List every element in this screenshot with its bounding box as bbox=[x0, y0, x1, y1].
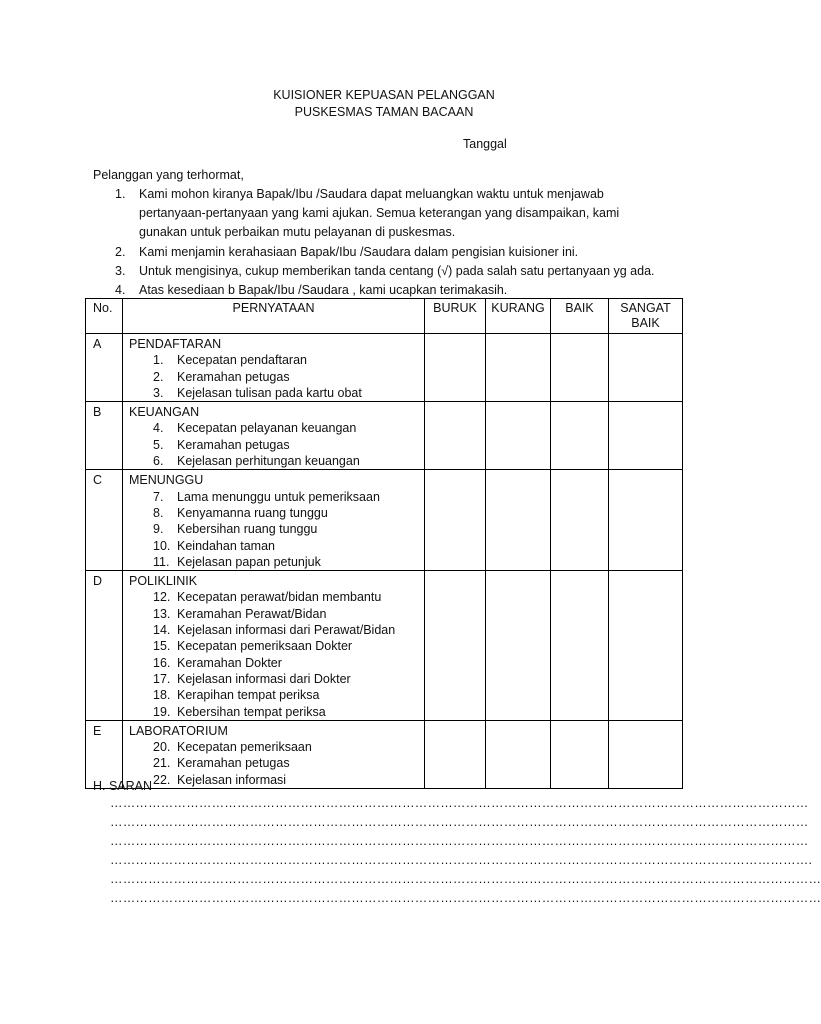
rating-cell-kurang[interactable] bbox=[486, 334, 551, 402]
section-letter: B bbox=[86, 402, 123, 470]
instruction-line bbox=[93, 185, 693, 204]
section-title: POLIKLINIK bbox=[129, 574, 198, 589]
statement-number: 4. bbox=[153, 421, 164, 436]
header-baik: BAIK bbox=[551, 299, 609, 334]
instruction-line bbox=[93, 243, 693, 262]
statement-text: Keramahan petugas bbox=[177, 437, 290, 452]
statement-text: Kebersihan ruang tunggu bbox=[177, 522, 318, 537]
statement-item bbox=[129, 505, 424, 521]
header-statement: PERNYATAAN bbox=[123, 299, 425, 334]
statement-number: 16. bbox=[153, 655, 171, 670]
section-title: KEUANGAN bbox=[129, 405, 200, 420]
statement-number: 12. bbox=[153, 590, 171, 605]
rating-cell-buruk[interactable] bbox=[425, 334, 486, 402]
section-row bbox=[86, 470, 683, 571]
rating-cell-sangat-baik[interactable] bbox=[609, 720, 683, 788]
rating-cell-kurang[interactable] bbox=[486, 720, 551, 788]
statement-text: Kecepatan pemeriksaan bbox=[177, 740, 312, 755]
statement-number: 11. bbox=[153, 554, 170, 569]
statement-number: 3. bbox=[153, 385, 164, 400]
statement-text: Keramahan Dokter bbox=[177, 655, 282, 670]
saran-answer-line[interactable]: …………………………………………………………………………………………………………………………………………………… bbox=[110, 891, 821, 905]
section-content bbox=[123, 720, 425, 788]
statement-text: Kejelasan papan petunjuk bbox=[177, 554, 321, 569]
instruction-number: 2. bbox=[115, 244, 126, 259]
statement-number: 22. bbox=[153, 772, 171, 787]
statement-number: 8. bbox=[153, 505, 164, 520]
section-content bbox=[123, 402, 425, 470]
section-letter: D bbox=[86, 571, 123, 721]
statement-number: 19. bbox=[153, 704, 171, 719]
statement-item bbox=[129, 755, 424, 771]
statement-number: 17. bbox=[153, 671, 171, 686]
section-title: PENDAFTARAN bbox=[129, 337, 222, 351]
saran-answer-line[interactable]: ………………………………………………………………………………………………………………………………………………… bbox=[110, 815, 809, 829]
rating-cell-kurang[interactable] bbox=[486, 470, 551, 571]
header-sangat-line2: BAIK bbox=[631, 316, 660, 330]
statement-text: Kenyamanna ruang tunggu bbox=[177, 505, 328, 520]
statement-text: Lama menunggu untuk pemeriksaan bbox=[177, 489, 380, 504]
rating-cell-baik[interactable] bbox=[551, 334, 609, 402]
rating-cell-buruk[interactable] bbox=[425, 720, 486, 788]
section-row bbox=[86, 334, 683, 402]
rating-cell-buruk[interactable] bbox=[425, 571, 486, 721]
statement-item bbox=[129, 772, 424, 788]
document-title-line2: PUSKESMAS TAMAN BACAAN bbox=[294, 105, 474, 119]
statement-item bbox=[129, 489, 424, 505]
statement-item bbox=[129, 606, 424, 622]
saran-answer-line[interactable]: …………………………………………………………………………………………………………………………………………………… bbox=[110, 872, 821, 886]
statement-number: 7. bbox=[153, 489, 164, 504]
statement-number: 1. bbox=[153, 353, 164, 368]
header-kurang: KURANG bbox=[486, 299, 551, 334]
instruction-text: Untuk mengisinya, cukup memberikan tanda centang (√) pada salah satu pertanyaan yg ada. bbox=[139, 263, 655, 278]
statement-text: Keramahan petugas bbox=[177, 756, 290, 771]
instruction-text: Kami mohon kiranya Bapak/Ibu /Saudara dapat meluangkan waktu untuk menjawab bbox=[139, 187, 604, 201]
statement-text: Kerapihan tempat periksa bbox=[177, 688, 320, 703]
section-row bbox=[86, 402, 683, 470]
date-label: Tanggal bbox=[463, 137, 507, 151]
instruction-line bbox=[93, 204, 693, 223]
saran-answer-line[interactable]: ………………………………………………………………………………………………………………………………………………… bbox=[110, 796, 809, 810]
rating-cell-sangat-baik[interactable] bbox=[609, 334, 683, 402]
statement-number: 6. bbox=[153, 454, 164, 469]
statement-item bbox=[129, 538, 424, 554]
instruction-number: 4. bbox=[115, 283, 126, 298]
statement-item bbox=[129, 704, 424, 720]
section-row bbox=[86, 720, 683, 788]
instruction-text: gunakan untuk perbaikan mutu pelayanan di puskesmas. bbox=[139, 225, 456, 240]
statement-number: 13. bbox=[153, 606, 171, 621]
statement-item bbox=[129, 521, 424, 537]
header-no: No. bbox=[86, 299, 123, 334]
instruction-line bbox=[93, 223, 693, 242]
rating-cell-sangat-baik[interactable] bbox=[609, 571, 683, 721]
statement-number: 21. bbox=[153, 756, 171, 771]
rating-cell-baik[interactable] bbox=[551, 470, 609, 571]
statement-item bbox=[129, 369, 424, 385]
header-sangat-line1: SANGAT bbox=[620, 301, 671, 315]
header-buruk: BURUK bbox=[425, 299, 486, 334]
statement-number: 9. bbox=[153, 522, 164, 537]
greeting-text: Pelanggan yang terhormat, bbox=[93, 168, 244, 182]
statement-text: Keindahan taman bbox=[177, 538, 275, 553]
statement-item bbox=[129, 385, 424, 401]
instruction-line bbox=[93, 262, 693, 281]
section-letter: A bbox=[86, 334, 123, 402]
statement-item bbox=[129, 554, 424, 570]
rating-cell-kurang[interactable] bbox=[486, 571, 551, 721]
rating-cell-buruk[interactable] bbox=[425, 470, 486, 571]
rating-cell-baik[interactable] bbox=[551, 571, 609, 721]
document-title-line1: KUISIONER KEPUASAN PELANGGAN bbox=[273, 88, 495, 102]
section-content bbox=[123, 470, 425, 571]
header-sangat-baik bbox=[609, 299, 683, 334]
instruction-text: Atas kesediaan b Bapak/Ibu /Saudara , kami ucapkan terimakasih. bbox=[139, 283, 508, 298]
section-title: MENUNGGU bbox=[129, 473, 204, 488]
statement-text: Kecepatan pemeriksaan Dokter bbox=[177, 639, 353, 654]
instruction-text: Kami menjamin kerahasiaan Bapak/Ibu /Saudara dalam pengisian kuisioner ini. bbox=[139, 244, 579, 259]
rating-cell-baik[interactable] bbox=[551, 402, 609, 470]
table-header-row bbox=[86, 299, 683, 334]
section-content bbox=[123, 334, 425, 402]
statement-number: 15. bbox=[153, 639, 171, 654]
statement-text: Kebersihan tempat periksa bbox=[177, 704, 326, 719]
instruction-number: 3. bbox=[115, 263, 126, 278]
statement-text: Keramahan petugas bbox=[177, 369, 290, 384]
statement-text: Kecepatan pendaftaran bbox=[177, 353, 307, 368]
saran-title: H. SARAN bbox=[93, 779, 153, 793]
statement-text: Kejelasan informasi dari Dokter bbox=[177, 671, 351, 686]
statement-text: Kejelasan perhitungan keuangan bbox=[177, 454, 360, 469]
statement-item bbox=[129, 437, 424, 453]
statement-number: 2. bbox=[153, 369, 164, 384]
saran-answer-line[interactable]: ………………………………………………………………………………………………………………………………………………… bbox=[110, 834, 809, 848]
section-content bbox=[123, 571, 425, 721]
statement-number: 20. bbox=[153, 740, 171, 755]
statement-item bbox=[129, 671, 424, 687]
statement-number: 10. bbox=[153, 538, 171, 553]
statement-item bbox=[129, 687, 424, 703]
statement-number: 5. bbox=[153, 437, 164, 452]
rating-cell-baik[interactable] bbox=[551, 720, 609, 788]
statement-text: Kecepatan perawat/bidan membantu bbox=[177, 590, 382, 605]
rating-cell-sangat-baik[interactable] bbox=[609, 402, 683, 470]
statement-item bbox=[129, 589, 424, 605]
statement-item bbox=[129, 622, 424, 638]
section-row bbox=[86, 571, 683, 721]
statement-number: 14. bbox=[153, 623, 171, 638]
statement-text: Kejelasan informasi bbox=[177, 772, 287, 787]
instructions-list bbox=[93, 185, 693, 300]
rating-cell-sangat-baik[interactable] bbox=[609, 470, 683, 571]
statement-item bbox=[129, 352, 424, 368]
instruction-number: 1. bbox=[115, 187, 126, 201]
statement-text: Kejelasan informasi dari Perawat/Bidan bbox=[177, 623, 396, 638]
statement-text: Kecepatan pelayanan keuangan bbox=[177, 421, 357, 436]
statement-text: Keramahan Perawat/Bidan bbox=[177, 606, 327, 621]
statement-item bbox=[129, 638, 424, 654]
questionnaire-table bbox=[85, 298, 683, 789]
statement-text: Kejelasan tulisan pada kartu obat bbox=[177, 385, 362, 400]
saran-answer-line[interactable]: …………………………………………………………………………………………………………………………………………………. bbox=[110, 853, 813, 867]
section-title: LABORATORIUM bbox=[129, 723, 228, 738]
statement-item bbox=[129, 420, 424, 436]
section-letter: C bbox=[86, 470, 123, 571]
statement-item bbox=[129, 655, 424, 671]
section-letter: E bbox=[86, 720, 123, 788]
statement-number: 18. bbox=[153, 688, 171, 703]
rating-cell-buruk[interactable] bbox=[425, 402, 486, 470]
rating-cell-kurang[interactable] bbox=[486, 402, 551, 470]
statement-item bbox=[129, 453, 424, 469]
statement-item bbox=[129, 739, 424, 755]
instruction-text: pertanyaan-pertanyaan yang kami ajukan. Semua keterangan yang disampaikan, kami bbox=[139, 206, 620, 221]
